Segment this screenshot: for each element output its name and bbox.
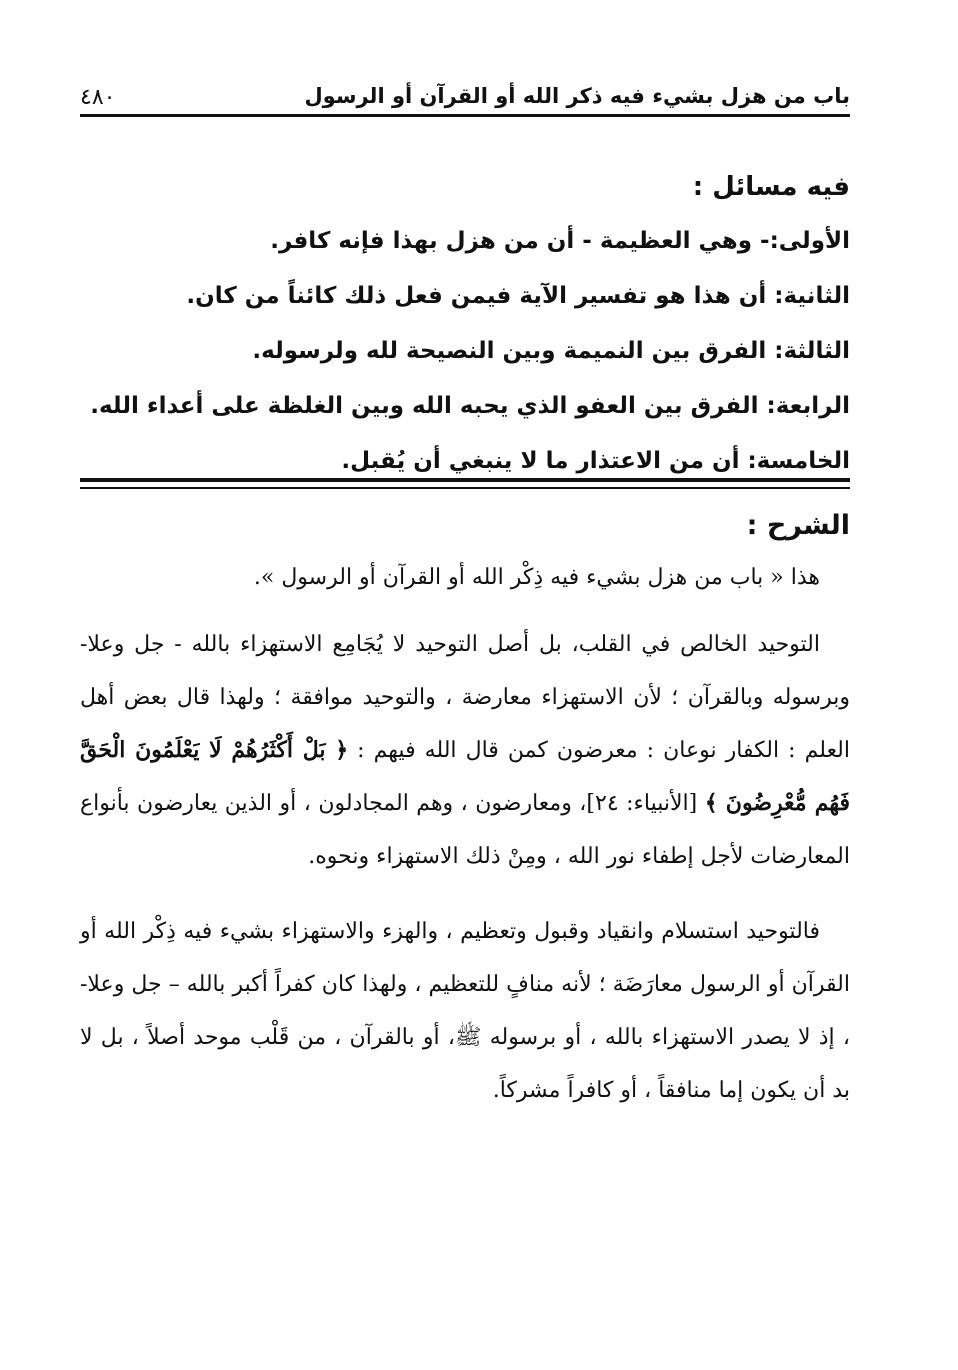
commentary-section: [80, 500, 850, 1139]
commentary-paragraph-2: فالتوحيد استسلام وانقياد وقبول وتعظيم ، والهزء والاستهزاء بشيء فيه ذِكْر الله أو القرآن أو الرسول معارَضَة ؛ لأنه منافٍ للتعظيم ، ولهذا كان كفراً أكبر بالله – جل وعلا- ، إذ لا يصدر الاستهزاء بالله ، أو برسوله ﷺ، أو بالقرآن ، من قَلْب موحد أصلاً ، بل لا بد أن يكون إما منافقاً ، أو كافراً مشركاً.: [80, 919, 850, 1103]
issue-item-2: الثانية: أن هذا هو تفسير الآية فيمن فعل ذلك كائناً من كان.: [186, 283, 850, 309]
issue-item-5: الخامسة: أن من الاعتذار ما لا ينبغي أن يُقبل.: [341, 448, 850, 474]
issues-heading: فيه مسائل :: [692, 172, 850, 202]
commentary-heading: الشرح :: [746, 510, 850, 541]
issue-item-1: الأولى:- وهي العظيمة - أن من هزل بهذا فإنه كافر.: [270, 228, 850, 254]
page-number: ٤٨٠: [80, 85, 116, 110]
section-divider: [80, 478, 850, 489]
chapter-title: باب من هزل بشيء فيه ذكر الله أو القرآن أو الرسول: [304, 84, 850, 108]
header-rule: [80, 114, 850, 117]
issue-item-3: الثالثة: الفرق بين النميمة وبين النصيحة لله ولرسوله.: [252, 338, 850, 364]
commentary-paragraph-1: [80, 618, 850, 883]
running-header: [80, 66, 850, 114]
issue-item-4: الرابعة: الفرق بين العفو الذي يحبه الله وبين الغلظة على أعداء الله.: [90, 393, 850, 419]
issues-section: [90, 160, 850, 489]
paragraph-1-text: التوحيد الخالص في القلب، بل أصل التوحيد لا يُجَامِع الاستهزاء بالله - جل وعلا- وبرسوله وبالقرآن ؛ لأن الاستهزاء معارضة ، والتوحيد موافقة ؛ ولهذا قال بعض أهل العلم : الكفار نوعان : معرضون كمن قال الله فيهم :: [80, 632, 850, 763]
quran-verse: ﴿ بَلْ أَكْثَرُهُمْ لَا يَعْلَمُونَ الْحَقَّ فَهُم مُّعْرِضُونَ ﴾: [80, 737, 850, 816]
paragraph-1-continuation: [الأنبياء: ٢٤]، ومعارضون ، وهم المجادلون ، أو الذين يعارضون بأنواع المعارضات لأجل إطفاء نور الله ، ومِنْ ذلك الاستهزاء ونحوه.: [80, 791, 850, 869]
chapter-intro: هذا « باب من هزل بشيء فيه ذِكْر الله أو القرآن أو الرسول ».: [253, 565, 820, 590]
